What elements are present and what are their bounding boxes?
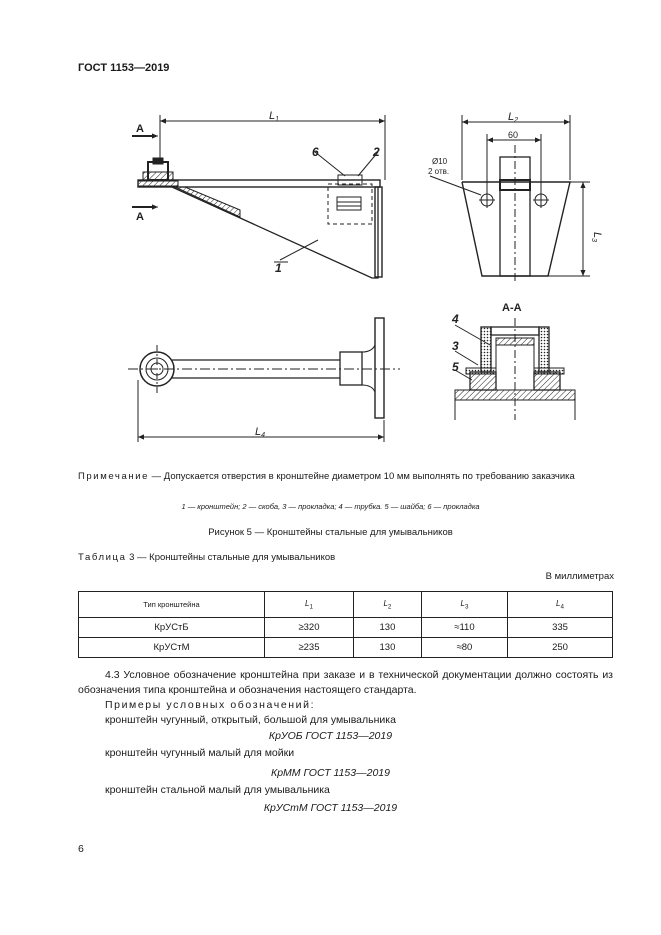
note-text: — Допускается отверстия в кронштейне диаметром 10 мм выполнять по требованию заказчика <box>149 471 575 482</box>
header-l4 <box>508 592 613 618</box>
example-3-code: КрУСтМ ГОСТ 1153—2019 <box>263 802 398 814</box>
dim-l2-label: L <box>508 111 515 123</box>
header-l4-letter: L <box>556 598 561 608</box>
example-2-text-line: кронштейн чугунный малый для мойки <box>105 747 295 759</box>
svg-text:L1 <box>269 110 279 123</box>
callout-5: 5 <box>452 360 459 374</box>
cell-l1: ≥235 <box>265 638 354 658</box>
example-1-code: КрУОБ ГОСТ 1153—2019 <box>268 730 393 742</box>
callout-6: 6 <box>312 145 319 159</box>
cell-l2: 130 <box>353 638 421 658</box>
table-header-row <box>79 592 613 618</box>
callout-1: 1 <box>275 261 282 275</box>
section-title: А-А <box>502 302 522 314</box>
cell-type: КрУСтМ <box>79 638 265 658</box>
header-l1 <box>265 592 354 618</box>
section-view <box>455 318 575 420</box>
callout-2: 2 <box>373 145 380 159</box>
svg-text:L2 <box>508 111 518 124</box>
figure-legend: 1 — кронштейн; 2 — скоба, 3 — прокладка; 4 — трубка. 5 — шайба; 6 — прокладка <box>181 502 480 511</box>
cell-l1: ≥320 <box>265 618 354 638</box>
cell-l3: ≈110 <box>421 618 507 638</box>
paragraph-4-3: 4.3 Условное обозначение кронштейна при заказе и в технической документации должно состоять из обозначения типа кронштейна и обозначения настоящего стандарта. <box>78 669 613 696</box>
svg-text:L4 <box>255 426 265 439</box>
hole-count: 2 отв. <box>428 167 450 176</box>
bracket-table <box>78 591 613 658</box>
dim-l1-sub: 1 <box>275 116 280 123</box>
section-mark-top: А <box>136 123 144 135</box>
dim-l4-sub: 4 <box>261 432 266 439</box>
examples-label: Примеры условных обозначений: <box>105 699 316 711</box>
table-caption-text: 3 — Кронштейны стальные для умывальников <box>126 552 336 563</box>
page-number: 6 <box>78 843 84 855</box>
cell-l3: ≈80 <box>421 638 507 658</box>
dim-l3-label: L <box>591 232 603 239</box>
section-mark-bottom: А <box>136 211 144 223</box>
dim-l4-label: L <box>255 426 262 438</box>
table-label: Таблица <box>78 552 127 563</box>
header-l2 <box>353 592 421 618</box>
dim-60: 60 <box>508 130 519 140</box>
dim-l1-label: L <box>269 110 276 122</box>
header-l2-letter: L <box>383 598 388 608</box>
header-l3 <box>421 592 507 618</box>
side-view <box>132 115 385 278</box>
header-l3-letter: L <box>460 598 465 608</box>
hole-diameter: Ø10 <box>432 157 448 166</box>
cell-l4: 250 <box>508 638 613 658</box>
header-type: Тип кронштейна <box>79 592 265 618</box>
table-units: В миллиметрах <box>545 571 614 582</box>
example-3-text <box>78 783 613 798</box>
dim-l3-sub: 3 <box>590 238 597 243</box>
header-l2-sub: 2 <box>387 603 392 611</box>
note-prefix: Примечание <box>78 471 149 482</box>
figure-caption: Рисунок 5 — Кронштейны стальные для умывальников <box>208 527 453 538</box>
example-2-code: КрММ ГОСТ 1153—2019 <box>271 767 390 779</box>
figure-note <box>78 470 613 484</box>
end-view <box>430 115 590 282</box>
clause-4-3 <box>78 668 613 728</box>
example-2-text <box>78 746 613 761</box>
header-l1-sub: 1 <box>309 603 313 611</box>
table-caption <box>78 552 335 563</box>
example-3-text-line: кронштейн стальной малый для умывальника <box>105 784 330 796</box>
header-l4-sub: 4 <box>560 603 564 611</box>
header-l1-letter: L <box>305 598 310 608</box>
table-row <box>79 618 613 638</box>
cell-l4: 335 <box>508 618 613 638</box>
callout-4: 4 <box>452 312 459 326</box>
callout-3: 3 <box>452 339 459 353</box>
cell-type: КрУСтБ <box>79 618 265 638</box>
dim-l2-sub: 2 <box>514 117 519 124</box>
plan-view <box>128 318 400 442</box>
cell-l2: 130 <box>353 618 421 638</box>
svg-text:L3 <box>590 232 603 242</box>
page-header: ГОСТ 1153—2019 <box>78 62 170 74</box>
example-1-text: кронштейн чугунный, открытый, большой для умывальника <box>105 714 396 726</box>
header-l3-sub: 3 <box>464 603 469 611</box>
bracket-drawing <box>0 0 661 460</box>
table-row <box>79 638 613 658</box>
